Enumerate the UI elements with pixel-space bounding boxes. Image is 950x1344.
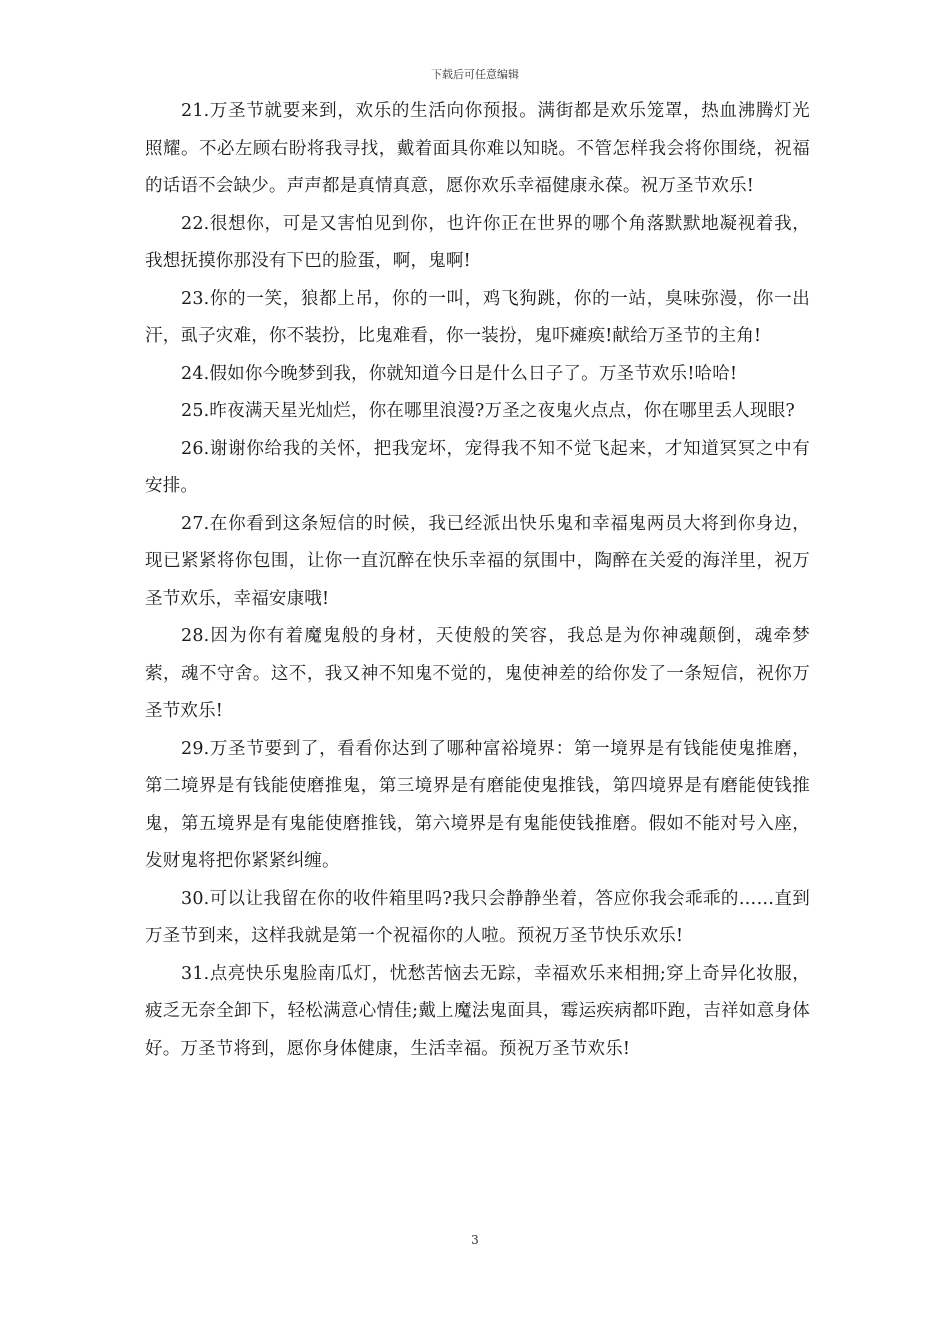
paragraph-24: 24.假如你今晚梦到我，你就知道今日是什么日子了。万圣节欢乐!哈哈! <box>181 363 738 384</box>
paragraph-25: 25.昨夜满天星光灿烂，你在哪里浪漫?万圣之夜鬼火点点，你在哪里丢人现眼? <box>181 401 795 421</box>
paragraph-29: 29.万圣节要到了，看看你达到了哪种富裕境界：第一境界是有钱能使鬼推磨，第二境界是有钱能使磨推鬼，第三境界是有磨能使鬼推钱，第四境界是有磨能使钱推鬼，第五境界是有鬼能使磨推钱，第六境界是有鬼能使钱推磨。假如不能对号入座，发财鬼将把你紧紧纠缠。 <box>145 738 810 871</box>
page-number: 3 <box>471 1233 479 1247</box>
page-header: 下载后可任意编辑 <box>431 68 519 81</box>
paragraph-21: 21.万圣节就要来到，欢乐的生活向你预报。满街都是欢乐笼罩，热血沸腾灯光照耀。不必左顾右盼将我寻找，戴着面具你难以知晓。不管怎样我会将你围绕，祝福的话语不会缺少。声声都是真情真意，愿你欢乐幸福健康永葆。祝万圣节欢乐! <box>145 101 810 196</box>
paragraph-31: 31.点亮快乐鬼脸南瓜灯，忧愁苦恼去无踪，幸福欢乐来相拥;穿上奇异化妆服，疲乏无奈全卸下，轻松满意心情佳;戴上魔法鬼面具，霉运疾病都吓跑，吉祥如意身体好。万圣节将到，愿你身体健康，生活幸福。预祝万圣节欢乐! <box>145 963 810 1059</box>
document-body <box>145 93 810 1068</box>
paragraph-27: 27.在你看到这条短信的时候，我已经派出快乐鬼和幸福鬼两员大将到你身边，现已紧紧将你包围，让你一直沉醉在快乐幸福的氛围中，陶醉在关爱的海洋里，祝万圣节欢乐，幸福安康哦! <box>145 513 810 609</box>
paragraph-22: 22.很想你，可是又害怕见到你，也许你正在世界的哪个角落默默地凝视着我，我想抚摸你那没有下巴的脸蛋，啊，鬼啊! <box>145 213 810 271</box>
paragraph-28: 28.因为你有着魔鬼般的身材，天使般的笑容，我总是为你神魂颠倒，魂牵梦萦，魂不守舍。这不，我又神不知鬼不觉的，鬼使神差的给你发了一条短信，祝你万圣节欢乐! <box>145 626 810 721</box>
paragraph-30: 30.可以让我留在你的收件箱里吗?我只会静静坐着，答应你我会乖乖的……直到万圣节到来，这样我就是第一个祝福你的人啦。预祝万圣节快乐欢乐! <box>145 888 810 946</box>
paragraph-23: 23.你的一笑，狼都上吊，你的一叫，鸡飞狗跳，你的一站，臭味弥漫，你一出汗，虱子灾难，你不装扮，比鬼难看，你一装扮，鬼吓瘫痪!献给万圣节的主角! <box>145 288 810 346</box>
paragraph-26: 26.谢谢你给我的关怀，把我宠坏，宠得我不知不觉飞起来，才知道冥冥之中有安排。 <box>145 438 810 496</box>
